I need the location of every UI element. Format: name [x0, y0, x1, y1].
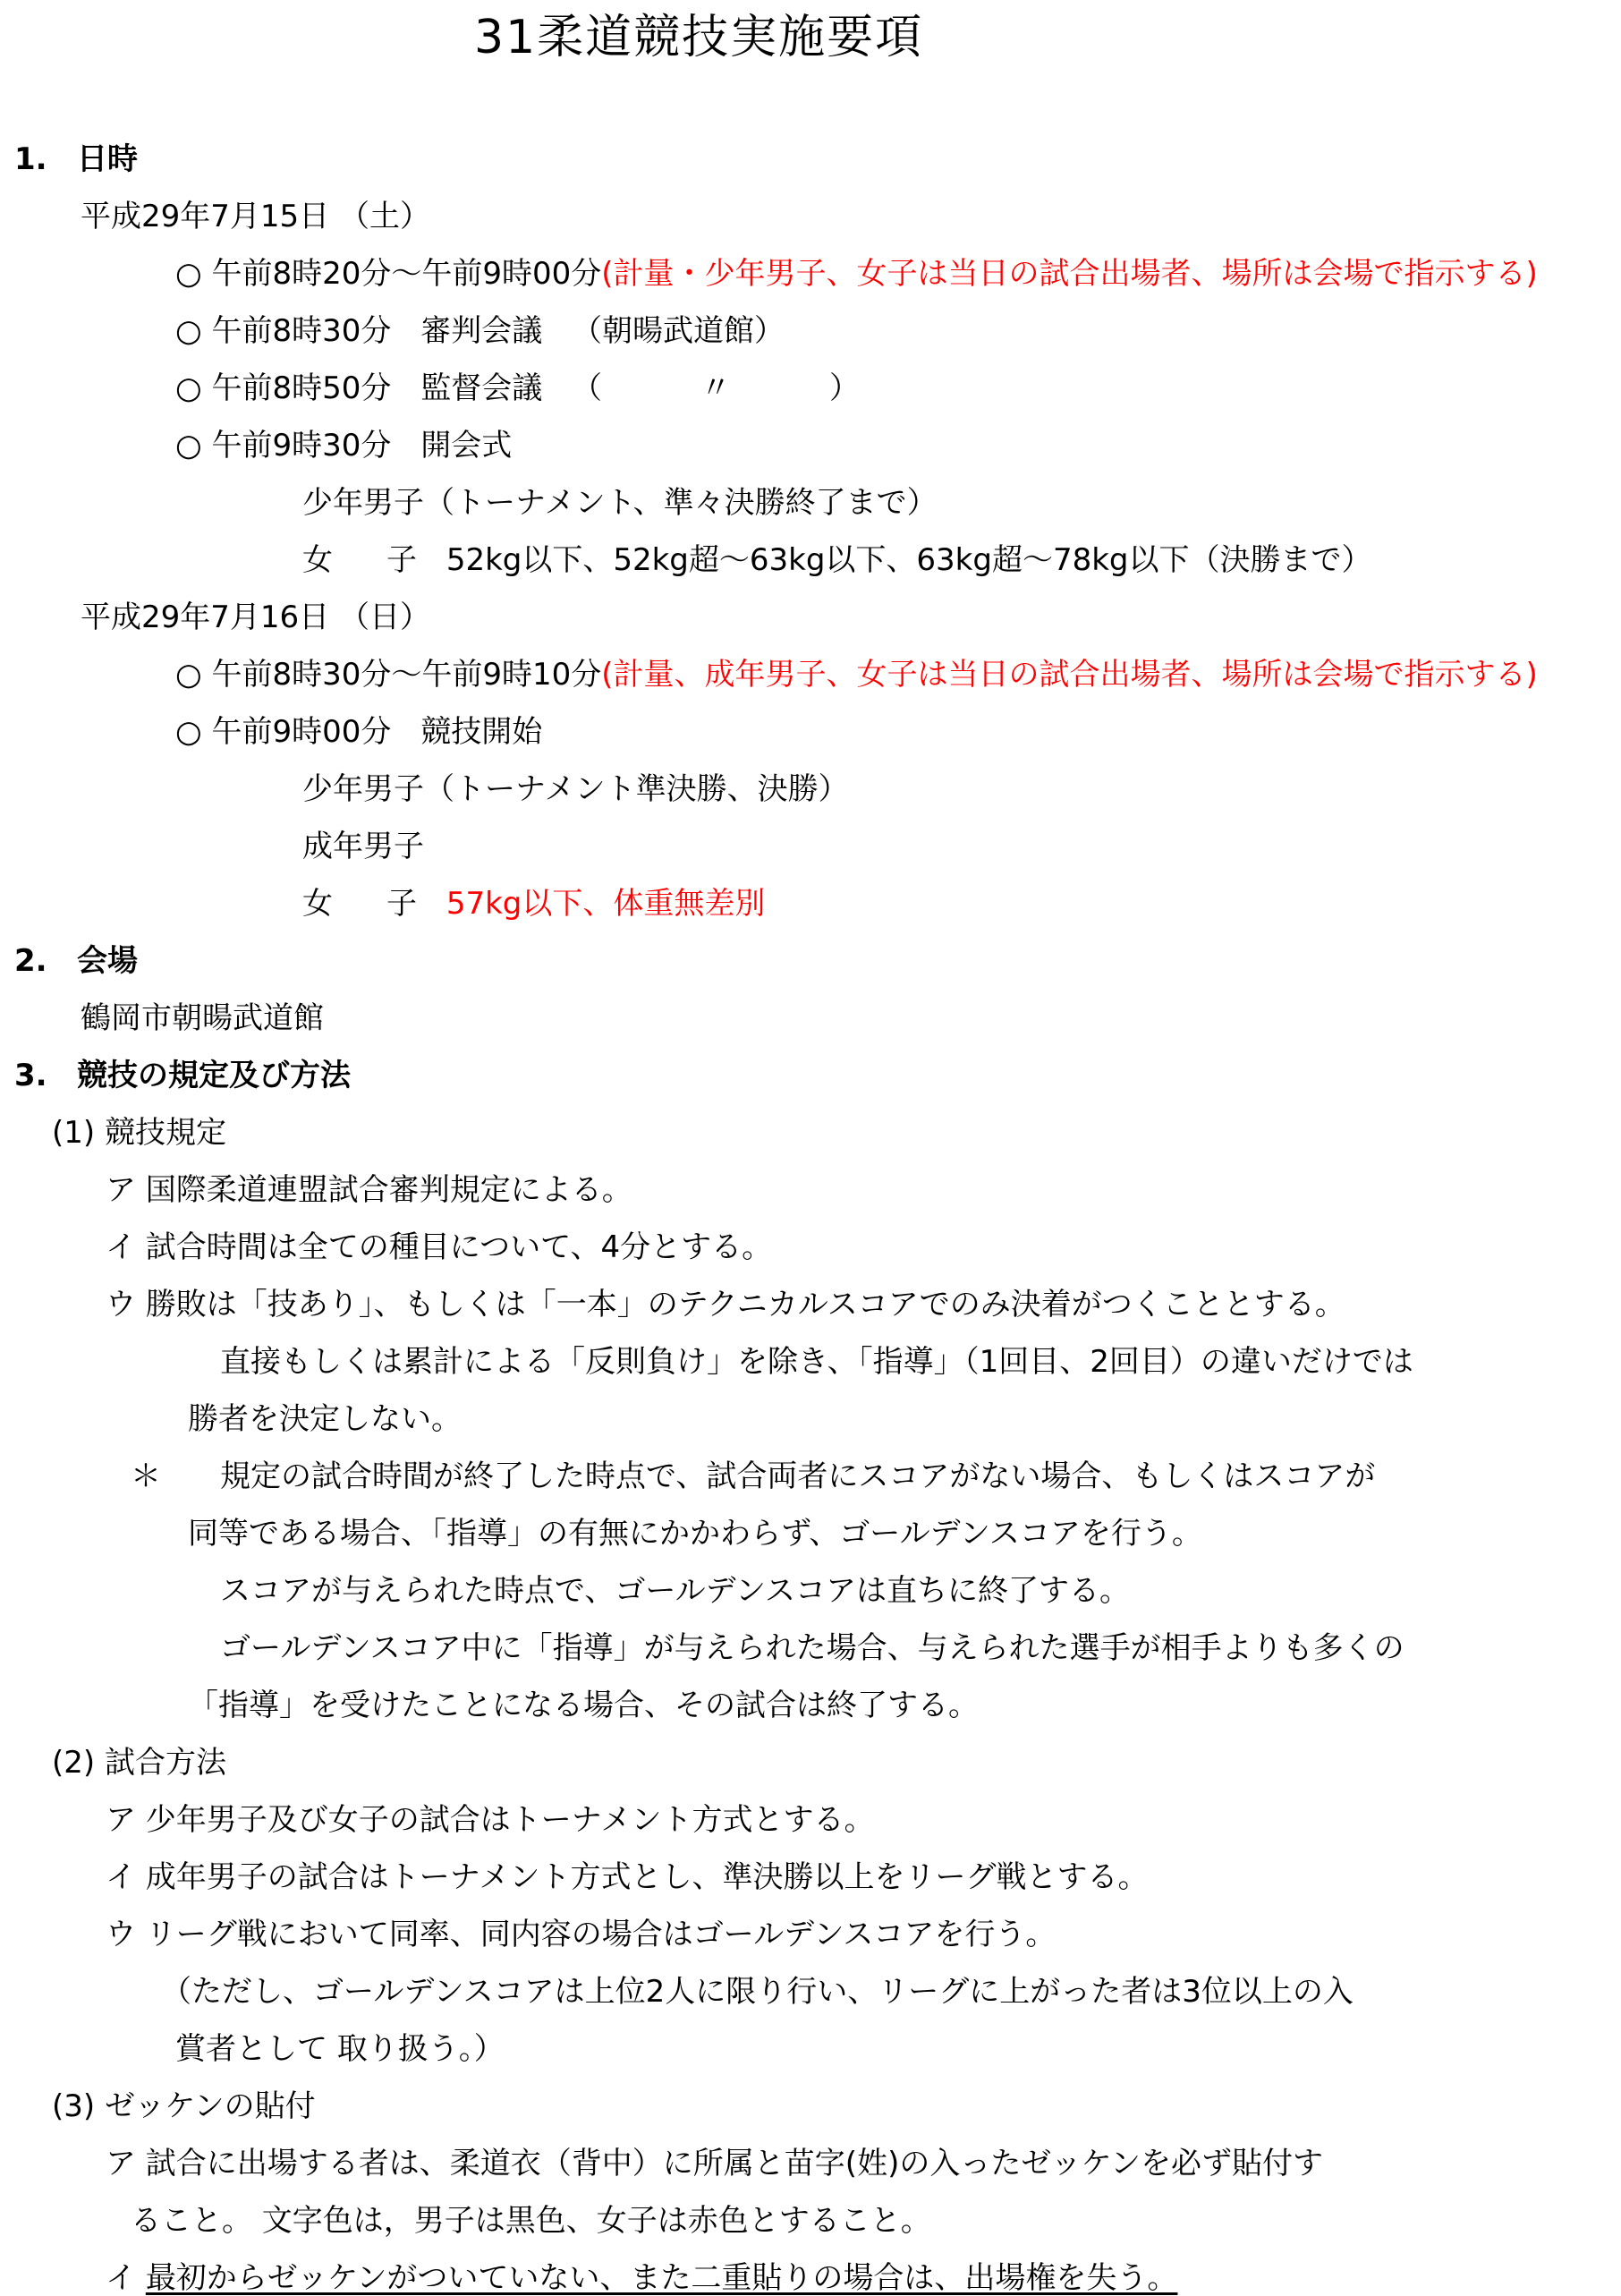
time: 午前8時20分～午前9時00分 — [211, 256, 602, 292]
sub1-item-u: ウ 勝敗は「技あり」、もしくは「一本」のテクニカルスコアでのみ決着がつくこととする。 — [106, 1287, 1345, 1322]
category: 少年男子 — [302, 485, 424, 521]
section-3-number: 3. — [14, 1058, 47, 1093]
bullet-icon: ○ — [175, 256, 202, 292]
event: 開会式 — [420, 428, 513, 463]
category-char-1: 女 — [302, 542, 333, 578]
day2-women-line — [302, 886, 765, 922]
sub3-item-a-line2: ること。 文字色は，男子は黒色、女子は赤色とすること。 — [131, 2203, 931, 2239]
paren-open: （ — [572, 370, 603, 406]
sub2-item-a: ア 少年男子及び女子の試合はトーナメント方式とする。 — [106, 1802, 875, 1838]
detail: 57kg以下、体重無差別 — [446, 886, 766, 922]
category-char-2: 子 — [386, 886, 417, 922]
sub1-label: (1) 競技規定 — [52, 1115, 226, 1151]
section-2-heading: 会場 — [77, 943, 138, 979]
note-line-2: 同等である場合、「指導」の有無にかかわらず、ゴールデンスコアを行う。 — [188, 1516, 1202, 1552]
day2-date: 平成29年7月16日 — [81, 600, 330, 635]
disqualification-rule: 最初からゼッケンがついていない、また二重貼りの場合は、出場権を失う。 — [145, 2260, 1178, 2296]
sub2-item-u: ウ リーグ戦において同率、同内容の場合はゴールデンスコアを行う。 — [106, 1917, 1057, 1952]
note-line-3: スコアが与えられた時点で、ゴールデンスコアは直ちに終了する。 — [220, 1573, 1130, 1609]
bullet-icon: ○ — [175, 370, 202, 406]
bullet-icon: ○ — [175, 714, 202, 750]
category: 少年男子 — [302, 771, 424, 807]
time: 午前8時30分～午前9時10分 — [211, 657, 602, 693]
section-1-number: 1. — [14, 141, 47, 177]
section-3-heading: 競技の規定及び方法 — [77, 1058, 351, 1093]
section-1-heading: 日時 — [77, 141, 138, 177]
sub3-item-i — [106, 2260, 1177, 2296]
day1-item-2 — [175, 313, 785, 349]
bullet-icon: ○ — [175, 313, 202, 349]
sub3-item-a: ア 試合に出場する者は、柔道衣（背中）に所属と苗字(姓)の入ったゼッケンを必ず貼付す — [106, 2146, 1323, 2181]
ditto-mark: 〃 — [700, 370, 732, 406]
event: 審判会議 — [420, 313, 543, 349]
detail: （トーナメント、準々決勝終了まで） — [424, 485, 938, 521]
sub1-item-a: ア 国際柔道連盟試合審判規定による。 — [106, 1172, 632, 1208]
weighin-note: (計量・少年男子、女子は当日の試合出場者、場所は会場で指示する) — [601, 256, 1538, 292]
asterisk-icon: ＊ — [131, 1458, 161, 1494]
sub1-item-i: イ 試合時間は全ての種目について、4分とする。 — [106, 1229, 773, 1265]
weighin-note: (計量、成年男子、女子は当日の試合出場者、場所は会場で指示する) — [601, 657, 1538, 693]
event: 監督会議 — [420, 370, 543, 406]
time: 午前9時30分 — [211, 428, 392, 463]
day2-weekday: （日） — [338, 600, 430, 635]
sub3-label: (3) ゼッケンの貼付 — [52, 2088, 316, 2124]
note-line-4: ゴールデンスコア中に「指導」が与えられた場合、与えられた選手が相手よりも多くの — [220, 1630, 1405, 1666]
detail: （トーナメント準決勝、決勝） — [424, 771, 849, 807]
sub2-label: (2) 試合方法 — [52, 1745, 226, 1781]
day1-date-line — [81, 199, 430, 234]
sub2-item-i: イ 成年男子の試合はトーナメント方式とし、準決勝以上をリーグ戦とする。 — [106, 1859, 1149, 1895]
time: 午前9時00分 — [211, 714, 392, 750]
bullet-icon: ○ — [175, 657, 202, 693]
sub2-item-u-line3: 賞者として 取り扱う。） — [175, 2031, 505, 2067]
day2-item-1 — [175, 657, 1538, 693]
page-title: 31柔道競技実施要項 — [474, 11, 924, 64]
day2-item-2 — [175, 714, 542, 750]
category-char-2: 子 — [386, 542, 417, 578]
venue: 鶴岡市朝暘武道館 — [81, 1000, 324, 1036]
time: 午前8時30分 — [211, 313, 392, 349]
place: （朝暘武道館） — [572, 313, 785, 349]
bullet-icon: ○ — [175, 428, 202, 463]
day1-item-1 — [175, 256, 1538, 292]
sub1-item-u-line2: 直接もしくは累計による「反則負け」を除き、「指導」（1回目、2回目）の違いだけでは — [220, 1344, 1413, 1380]
sub1-item-u-line3: 勝者を決定しない。 — [188, 1401, 462, 1437]
paren-close: ） — [829, 370, 861, 406]
day2-boys-line — [302, 771, 849, 807]
day1-item-3 — [175, 370, 860, 406]
detail: 52kg以下、52kg超～63kg以下、63kg超～78kg以下（決勝まで） — [446, 542, 1372, 578]
category-char-1: 女 — [302, 886, 333, 922]
item-marker: イ — [106, 2260, 136, 2296]
note-line-5: 「指導」を受けたことになる場合、その試合は終了する。 — [188, 1688, 979, 1723]
day1-boys-line — [302, 485, 938, 521]
section-2-number: 2. — [14, 943, 47, 979]
event: 競技開始 — [420, 714, 543, 750]
time: 午前8時50分 — [211, 370, 392, 406]
day1-weekday: （土） — [338, 199, 430, 234]
day2-date-line — [81, 600, 430, 635]
day1-date: 平成29年7月15日 — [81, 199, 330, 234]
note-line-1: 規定の試合時間が終了した時点で、試合両者にスコアがない場合、もしくはスコアが — [220, 1458, 1376, 1494]
day2-men-line — [302, 829, 424, 864]
category: 成年男子 — [302, 829, 424, 864]
day1-item-4 — [175, 428, 512, 463]
day1-women-line — [302, 542, 1372, 578]
sub2-item-u-line2: （ただし、ゴールデンスコアは上位2人に限り行い、リーグに上がった者は3位以上の入 — [161, 1974, 1354, 2010]
